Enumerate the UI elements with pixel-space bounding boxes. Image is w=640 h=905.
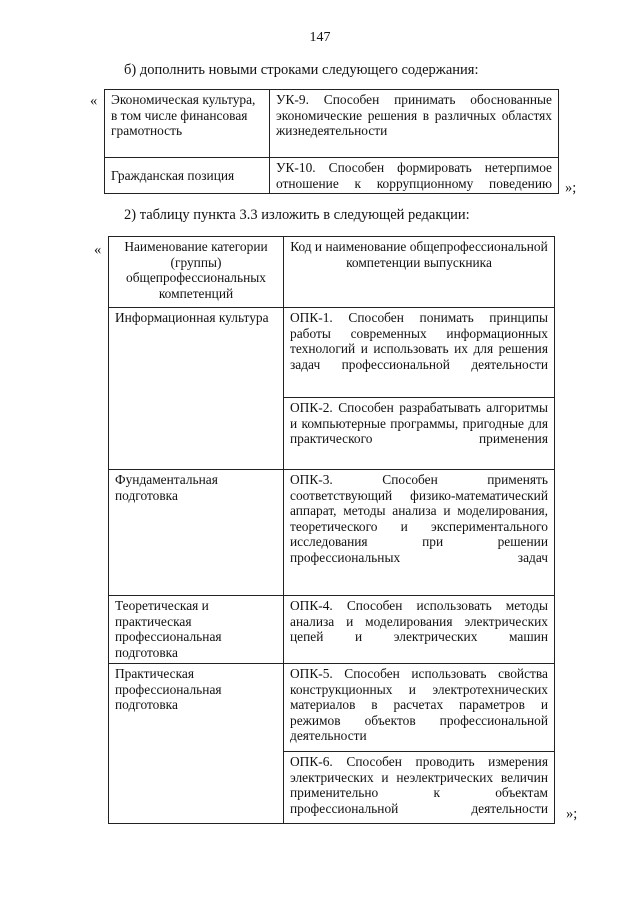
table-row <box>105 158 559 194</box>
quote-open-2: « <box>94 242 102 258</box>
category-cell: Информационная культура <box>109 308 284 470</box>
table-row <box>109 664 555 752</box>
category-cell: Экономическая культура, в том числе финансовая грамотность <box>105 90 270 158</box>
table-header-row <box>109 237 555 308</box>
quote-close-1: »; <box>565 180 577 196</box>
instruction-b: б) дополнить новыми строками следующего содержания: <box>124 62 479 78</box>
instruction-2: 2) таблицу пункта 3.3 изложить в следующей редакции: <box>124 207 470 223</box>
page-number: 147 <box>309 30 331 45</box>
header-competence: Код и наименование общепрофессиональной компетенции выпускника <box>284 237 555 308</box>
quote-open-1: « <box>90 93 98 109</box>
quote-close-2: »; <box>566 806 578 822</box>
table-row <box>109 308 555 398</box>
competence-cell: ОПК-4. Способен использовать методы анализа и моделирования электрических цепей и электрических машин <box>284 596 555 664</box>
table-row <box>105 90 559 158</box>
table-1 <box>104 89 559 194</box>
category-cell: Теоретическая и практическая профессиональная подготовка <box>109 596 284 664</box>
competence-cell: ОПК-3. Способен применять соответствующий физико-математический аппарат, методы анализа и моделирования, теоретического и экспериментального исследования при решении профессиональных задач <box>284 470 555 596</box>
table-row <box>109 470 555 596</box>
competence-cell: УК-10. Способен формировать нетерпимое отношение к коррупционному поведению <box>270 158 559 194</box>
table-2 <box>108 236 555 824</box>
competence-cell: ОПК-1. Способен понимать принципы работы современных информационных технологий и использовать их для решения задач профессиональной деятельности <box>284 308 555 398</box>
header-category: Наименование категории (группы) общепрофессиональных компетенций <box>109 237 284 308</box>
competence-cell: ОПК-6. Способен проводить измерения электрических и неэлектрических величин применительно к объектам профессиональной деятельности <box>284 752 555 824</box>
category-cell: Гражданская позиция <box>105 158 270 194</box>
category-cell: Фундаментальная подготовка <box>109 470 284 596</box>
category-cell: Практическая профессиональная подготовка <box>109 664 284 824</box>
competence-cell: УК-9. Способен принимать обоснованные экономические решения в различных областях жизнедеятельности <box>270 90 559 158</box>
table-row <box>109 596 555 664</box>
competence-cell: ОПК-2. Способен разрабатывать алгоритмы и компьютерные программы, пригодные для практического применения <box>284 398 555 470</box>
competence-cell: ОПК-5. Способен использовать свойства конструкционных и электротехнических материалов в расчетах параметров и режимов объектов профессиональной деятельности <box>284 664 555 752</box>
